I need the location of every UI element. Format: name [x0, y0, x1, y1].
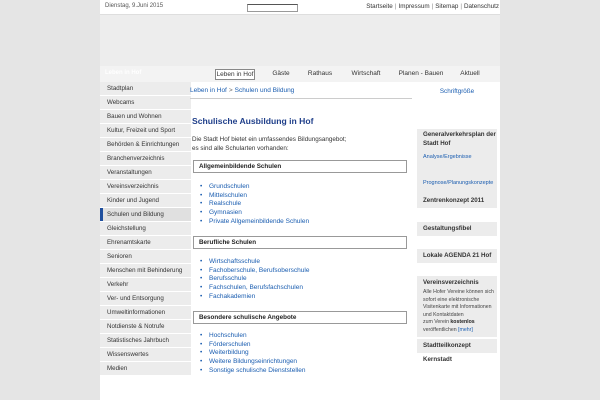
- top-bar: [100, 0, 500, 14]
- font-size-link[interactable]: Schriftgröße: [439, 88, 475, 95]
- verein-text: [417, 319, 497, 327]
- verein-text-bold: kostenlos: [450, 319, 475, 326]
- list-item[interactable]: • Wirtschaftsschule: [200, 258, 309, 267]
- tab-wirtschaft[interactable]: Wirtschaft: [351, 70, 381, 77]
- intro-text: [192, 135, 346, 153]
- list-item[interactable]: • Sonstige schulische Dienststellen: [200, 367, 305, 376]
- zentren-title: Zentrenkonzept 2011: [423, 197, 485, 204]
- gvp-link-analyse[interactable]: Analyse/Ergebnisse: [423, 154, 472, 160]
- list-item[interactable]: • Mittelschulen: [200, 192, 309, 201]
- verein-text: Visitenkarte mit Informationen: [423, 304, 492, 311]
- tab-planen-bauen[interactable]: Planen - Bauen: [398, 70, 444, 77]
- list-item[interactable]: • Weitere Bildungseinrichtungen: [200, 358, 305, 367]
- stadtteil-box[interactable]: [417, 339, 497, 363]
- verein-text: sofort eine elektronische: [423, 296, 480, 303]
- tab-aktuell[interactable]: Aktuell: [460, 70, 480, 77]
- list-item[interactable]: • Gymnasien: [200, 209, 309, 218]
- section-heading-allgemeinbildend: Allgemeinbildende Schulen: [193, 160, 407, 173]
- list-besondere: [200, 332, 305, 375]
- zentren-box[interactable]: [417, 194, 497, 208]
- link-startseite[interactable]: Startseite: [366, 3, 393, 10]
- sidebar-item-behoerden[interactable]: Behörden & Einrichtungen: [100, 138, 191, 152]
- sidebar-item-senioren[interactable]: Senioren: [100, 250, 191, 264]
- main-nav: [100, 66, 500, 82]
- breadcrumb-item-schulen[interactable]: Schulen und Bildung: [234, 87, 295, 94]
- link-datenschutz[interactable]: Datenschutz: [463, 3, 499, 10]
- sidebar-item-medien[interactable]: Medien: [100, 362, 191, 376]
- sidebar-item-vereine[interactable]: Vereinsverzeichnis: [100, 180, 191, 194]
- list-item[interactable]: • Weiterbildung: [200, 349, 305, 358]
- verein-title: Vereinsverzeichnis: [423, 279, 479, 286]
- sidebar-item-behinderung[interactable]: Menschen mit Behinderung: [100, 264, 191, 278]
- sidebar-item-notdienste[interactable]: Notdienste & Notrufe: [100, 320, 191, 334]
- sidebar-item-webcams[interactable]: Webcams: [100, 96, 191, 110]
- tab-leben-in-hof[interactable]: Leben in Hof: [216, 71, 254, 78]
- page: [100, 0, 500, 400]
- verein-text: Alle Hofer Vereine können sich: [423, 289, 494, 295]
- list-item[interactable]: • Fachakademien: [200, 293, 309, 302]
- verein-text-pre: veröffentlichen: [423, 326, 457, 333]
- section-heading-besondere: Besondere schulische Angebote: [193, 311, 407, 324]
- list-item[interactable]: • Berufsschule: [200, 275, 309, 284]
- list-item[interactable]: • Förderschulen: [200, 341, 305, 350]
- list-item[interactable]: • Fachschulen, Berufsfachschulen: [200, 284, 309, 293]
- sidebar-item-stadtplan[interactable]: Stadtplan: [100, 82, 191, 96]
- list-item[interactable]: • Grundschulen: [200, 183, 309, 192]
- search-input[interactable]: [247, 4, 298, 12]
- list-berufliche: [200, 258, 309, 301]
- sidebar-item-ehrenamtskarte[interactable]: Ehrenamtskarte: [100, 236, 191, 250]
- intro-line: Die Stadt Hof bietet ein umfassendes Bildungsangebot;: [192, 136, 347, 143]
- list-item[interactable]: • Realschule: [200, 200, 309, 209]
- nav-section-title: Leben in Hof: [105, 70, 142, 76]
- tab-gaeste[interactable]: Gäste: [272, 70, 290, 77]
- sidebar-item-bauen-wohnen[interactable]: Bauen und Wohnen: [100, 110, 191, 124]
- sidebar-item-gleichstellung[interactable]: Gleichstellung: [100, 222, 191, 236]
- link-sitemap[interactable]: Sitemap: [435, 3, 459, 10]
- breadcrumb-item-leben-in-hof[interactable]: Leben in Hof: [190, 87, 227, 94]
- list-item[interactable]: • Private Allgemeinbildende Schulen: [200, 218, 309, 227]
- fibel-box[interactable]: [417, 222, 497, 236]
- sidebar-item-wissenswertes[interactable]: Wissenswertes: [100, 348, 191, 362]
- list-item[interactable]: • Hochschulen: [200, 332, 305, 341]
- sidebar: [100, 82, 191, 376]
- sidebar-item-entsorgung[interactable]: Ver- und Entsorgung: [100, 292, 191, 306]
- section-heading-berufliche: Berufliche Schulen: [193, 236, 407, 249]
- header-banner: [100, 14, 500, 66]
- verein-text: und Kontaktdaten: [423, 311, 464, 318]
- sidebar-item-kinder-jugend[interactable]: Kinder und Jugend: [100, 194, 191, 208]
- sidebar-item-schulen-bildung[interactable]: Schulen und Bildung: [100, 208, 191, 222]
- agenda-title: Lokale AGENDA 21 Hof: [423, 252, 492, 259]
- sidebar-item-jahrbuch[interactable]: Statistisches Jahrbuch: [100, 334, 191, 348]
- page-title: Schulische Ausbildung in Hof: [192, 116, 314, 126]
- verein-text: [417, 327, 497, 335]
- verein-box: [417, 276, 497, 337]
- breadcrumb: [190, 87, 294, 94]
- breadcrumb-separator: >: [228, 87, 233, 94]
- agenda-box[interactable]: [417, 249, 497, 263]
- sidebar-item-veranstaltungen[interactable]: Veranstaltungen: [100, 166, 191, 180]
- list-item[interactable]: • Fachoberschule, Berufsoberschule: [200, 267, 309, 276]
- fibel-title: Gestaltungsfibel: [423, 225, 472, 232]
- divider: [190, 98, 412, 99]
- current-date: Dienstag, 9.Juni 2015: [105, 3, 164, 9]
- gvp-link-prognose[interactable]: Prognose/Planungskonzepte: [423, 180, 494, 186]
- sidebar-item-branchen[interactable]: Branchenverzeichnis: [100, 152, 191, 166]
- sidebar-item-kultur[interactable]: Kultur, Freizeit und Sport: [100, 124, 191, 138]
- link-impressum[interactable]: Impressum: [398, 3, 430, 10]
- stadtteil-title: Stadtteilkonzept Kernstadt: [423, 342, 471, 363]
- sidebar-item-verkehr[interactable]: Verkehr: [100, 278, 191, 292]
- gvp-box: [417, 129, 497, 194]
- tab-rathaus[interactable]: Rathaus: [307, 70, 333, 77]
- top-links: Startseite | Impressum | Sitemap | Datenschutz: [366, 3, 499, 10]
- list-allgemeinbildend: [200, 183, 309, 226]
- intro-line: es sind alle Schularten vorhanden:: [192, 145, 289, 152]
- gvp-title: Generalverkehrsplan der Stadt Hof: [423, 131, 496, 147]
- sidebar-item-umwelt[interactable]: Umweltinformationen: [100, 306, 191, 320]
- verein-text-pre: zum Verein: [423, 319, 449, 326]
- verein-more-link[interactable]: [mehr]: [458, 326, 473, 333]
